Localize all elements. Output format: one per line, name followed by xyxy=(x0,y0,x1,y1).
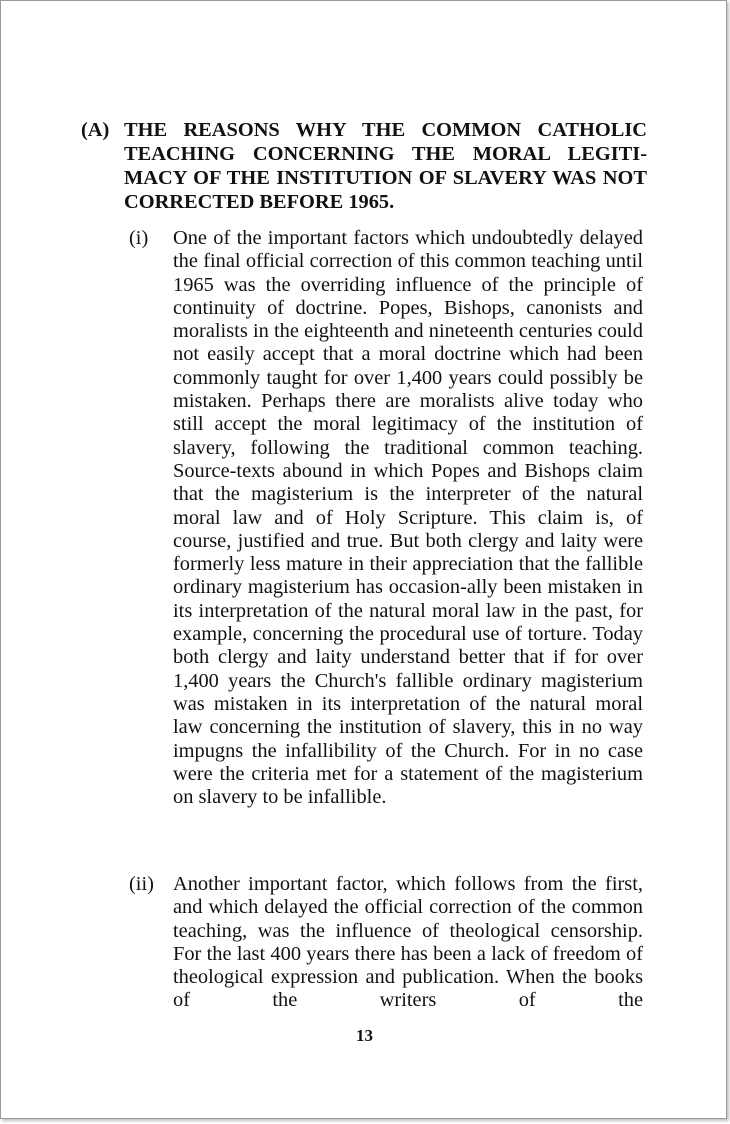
section-heading-label: (A) xyxy=(81,119,110,141)
section-heading-text: THE REASONS WHY THE COMMON CATHOLIC TEACHING CONCERNING THE MORAL LEGITI-MACY OF THE INSTITUTION OF SLAVERY WAS NOT CORRECTED BEFORE 1965. xyxy=(124,119,647,213)
page-number: 13 xyxy=(356,1026,373,1045)
section-heading xyxy=(81,118,647,214)
paragraph-text: Another important factor, which follows from the first, and which delayed the official correction of the common teaching, was the influence of theological censorship. For the last 400 years there has been a lack of freedom of theological expression and publication. When the books of the writers of the xyxy=(173,873,643,1012)
paragraph-ii xyxy=(129,873,643,1013)
paragraph-i xyxy=(129,227,643,809)
paragraph-label: (ii) xyxy=(129,873,154,895)
paragraph-text: One of the important factors which undoubtedly delayed the final official correction of this common teaching until 1965 was the overriding influence of the principle of continuity of doctrine. Popes, Bishops, canonists and moralists in the eighteenth and nineteenth centuries could not easily accept that a moral doctrine which had been commonly taught for over 1,400 years could possibly be mistaken. Perhaps there are moralists alive today who still accept the moral legitimacy of the institution of slavery, following the traditional common teaching. Source-texts abound in which Popes and Bishops claim that the magisterium is the interpreter of the natural moral law and of Holy Scripture. This claim is, of course, justified and true. But both clergy and laity were formerly less mature in their appreciation that the fallible ordinary magisterium has occasion-ally been mistaken in its interpretation of the natural moral law in the past, for example, concerning the procedural use of torture. Today both clergy and laity understand better that if for over 1,400 years the Church's fallible ordinary magisterium was mistaken in its interpretation of the natural moral law concerning the institution of slavery, this in no way impugns the infallibility of the Church. For in no case were the criteria met for a statement of the magisterium on slavery to be infallible. xyxy=(173,227,643,809)
paragraph-label: (i) xyxy=(129,227,149,249)
